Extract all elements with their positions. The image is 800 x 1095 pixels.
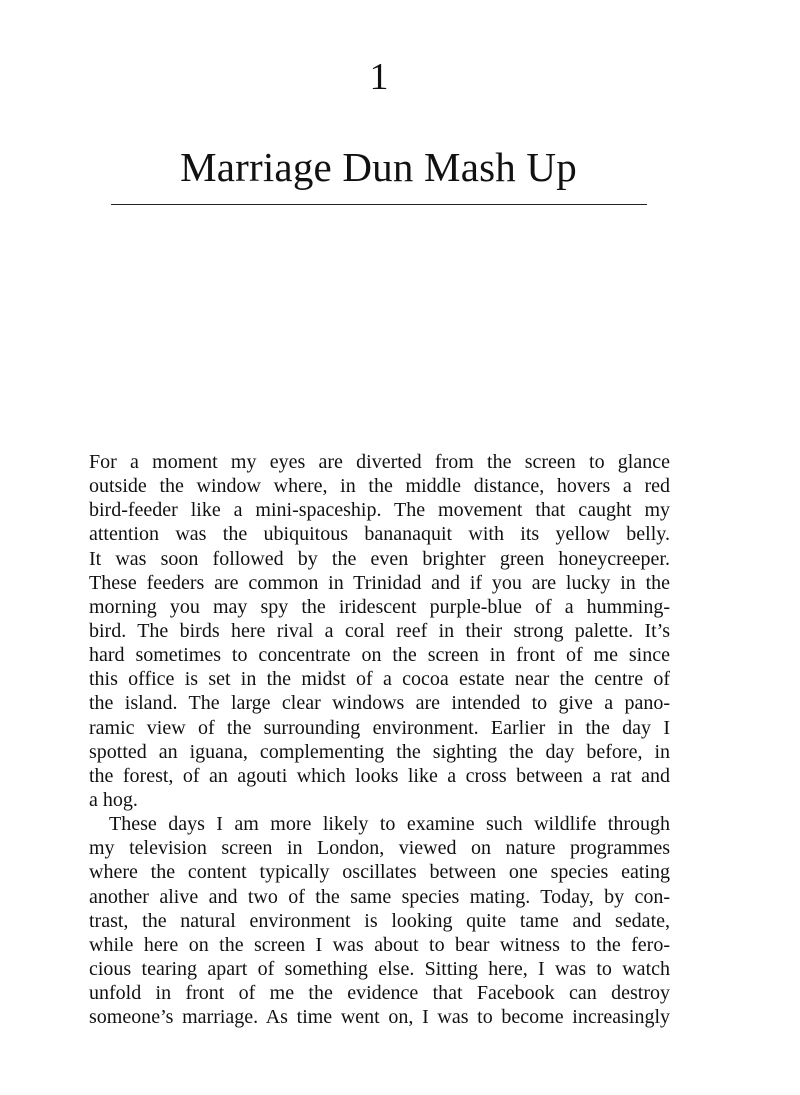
text-line: my television screen in London, viewed on nature programmes — [89, 837, 670, 860]
text-line: while here on the screen I was about to bear witness to the fero- — [89, 933, 670, 956]
title-divider — [111, 204, 647, 205]
text-line: this office is set in the midst of a cocoa estate near the centre of — [89, 668, 670, 691]
text-line: outside the window where, in the middle distance, hovers a red — [89, 475, 670, 498]
text-line: morning you may spy the iridescent purple-blue of a humming- — [89, 595, 670, 618]
text-line: unfold in front of me the evidence that Facebook can destroy — [89, 982, 670, 1005]
text-line: where the content typically oscillates between one species eating — [89, 861, 670, 884]
text-line: ramic view of the surrounding environment. Earlier in the day I — [89, 716, 670, 739]
text-line: These days I am more likely to examine such wildlife through — [109, 813, 670, 836]
text-line: hard sometimes to concentrate on the screen in front of me since — [89, 644, 670, 667]
text-line: bird. The birds here rival a coral reef in their strong palette. It’s — [89, 619, 670, 642]
text-line: someone’s marriage. As time went on, I was to become increasingly — [89, 1006, 670, 1029]
text-line: spotted an iguana, complementing the sighting the day before, in — [89, 740, 670, 763]
text-line: a hog. — [89, 788, 138, 811]
text-line: It was soon followed by the even brighter green honeycreeper. — [89, 547, 670, 570]
body-text — [89, 450, 670, 1029]
text-line: the forest, of an agouti which looks like a cross between a rat and — [89, 764, 670, 787]
text-line: attention was the ubiquitous bananaquit with its yellow belly. — [89, 523, 670, 546]
text-line: These feeders are common in Trinidad and if you are lucky in the — [89, 571, 670, 594]
text-line: For a moment my eyes are diverted from the screen to glance — [89, 451, 670, 473]
text-line: the island. The large clear windows are intended to give a pano- — [89, 692, 670, 715]
text-line: another alive and two of the same species mating. Today, by con- — [89, 885, 670, 908]
chapter-number: 1 — [369, 56, 389, 98]
paragraph-2 — [89, 812, 670, 1029]
paragraph-1 — [89, 450, 670, 812]
text-line: cious tearing apart of something else. Sitting here, I was to watch — [89, 957, 670, 980]
text-line: bird-feeder like a mini-spaceship. The movement that caught my — [89, 499, 670, 522]
chapter-title: Marriage Dun Mash Up — [180, 144, 577, 190]
text-line: trast, the natural environment is looking quite tame and sedate, — [89, 909, 670, 932]
